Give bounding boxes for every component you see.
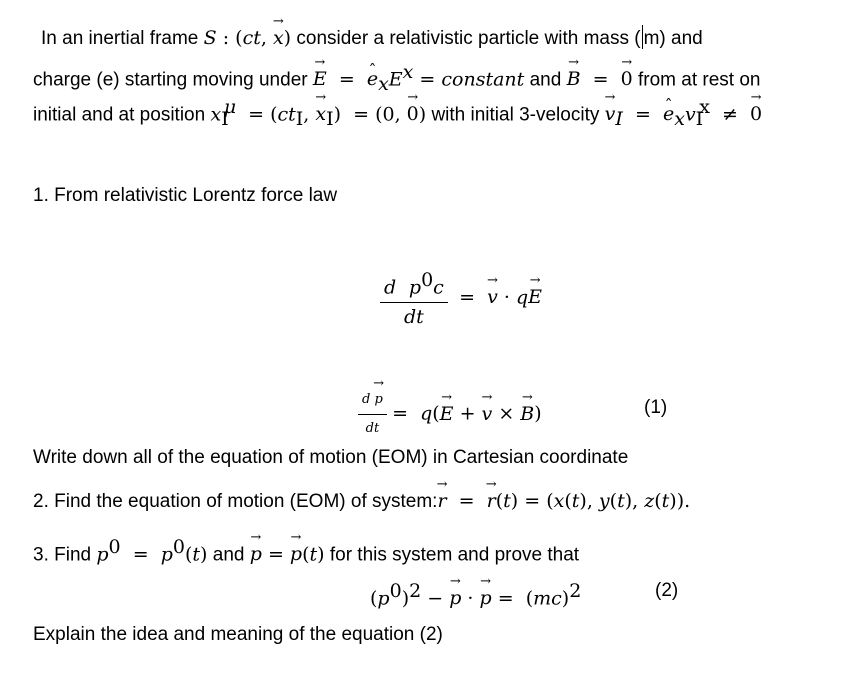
intro-text-2b: and [529,69,562,91]
invariant-equation: $(p^0)^2$ − → p · → p = (mc)$^2$ [370,579,581,611]
equation-2-label: (2) [655,580,679,601]
intro-text-1b: consider a relativistic particle with mass ( [296,28,641,49]
equation-1-label: (1) [644,397,668,418]
energy-equation: $\frac{d p^0c}{dt}$ = → v · q→ E [380,268,542,329]
question-3: 3. Find $p^0 = p^0(t)$ and → p = → p(t) for this system and prove that [33,535,579,567]
closing-instruction: Explain the idea and meaning of the equation (2) [33,624,443,645]
question-2-text: 2. Find the equation of motion (EOM) of system: [33,491,438,512]
question-2: 2. Find the equation of motion (EOM) of system:→ r = → r(t) = (x(t), y(t), z(t)). [33,489,690,514]
intro-text-3a: initial and at position [33,104,206,126]
intro-text-2c: from at rest on [637,69,761,91]
question-3-b: and [212,544,245,566]
lorentz-equation: $\frac{d \to p}{dt}$ = q(→ E + → v × → B) [358,388,542,441]
intro-line-3: initial and at position $x_I^\mu = (ct_I$, → $x_I) = (0$, → 0) with initial 3-velocity → $v_I$ = ˆ $e_xv_I^x$ ≠ → 0 [33,95,762,131]
intro-line-2: charge (e) starting moving under → E = ˆ $e_xE^x$ = constant and → B = → 0 from at rest on [33,60,760,96]
intro-line-1: In an inertial frame S : (ct, → x) consider a relativistic particle with mass ( m) and [41,25,703,51]
text-cursor [642,25,643,49]
question-3-c: for this system and prove that [329,544,580,566]
intro-text-1c: m) and [643,28,703,49]
question-1: 1. From relativistic Lorentz force law [33,185,338,206]
instruction: Write down all of the equation of motion (EOM) in Cartesian coordinate [33,447,629,468]
question-3-a: 3. Find [33,544,92,566]
frame-symbol: S [203,27,217,49]
intro-text-2a: charge (e) starting moving under [33,69,308,91]
intro-text-3b: with initial 3-velocity [431,104,600,126]
intro-text-1a: In an inertial frame [41,28,199,49]
